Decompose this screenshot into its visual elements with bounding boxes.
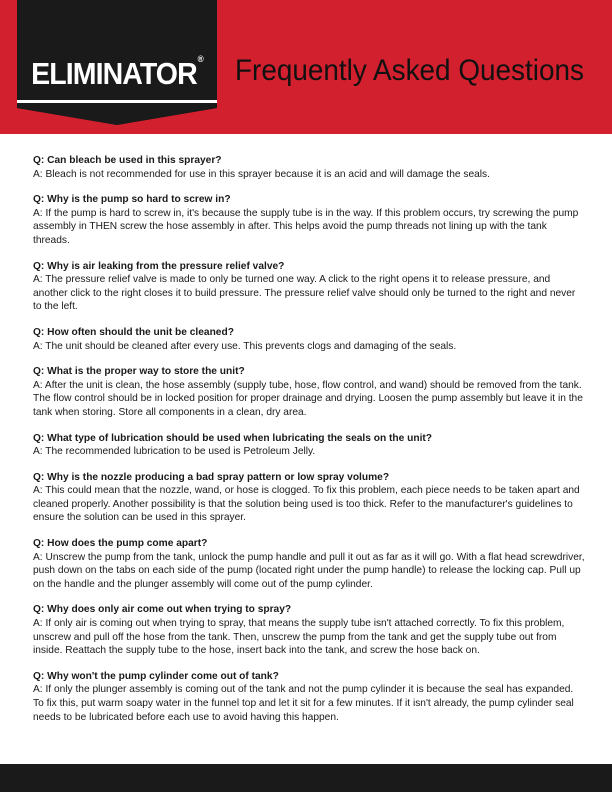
- faq-answer: A: Bleach is not recommended for use in this sprayer because it is an acid and will damage the seals.: [33, 168, 490, 180]
- faq-question: Q: What type of lubrication should be used when lubricating the seals on the unit?: [33, 432, 433, 444]
- header-banner: [0, 0, 612, 134]
- faq-answer: A: If only air is coming out when trying to spray, that means the supply tube isn't attached correctly. To fix this problem, unscrew and pull off the hose from the tank. Then, unscrew the pump from the tank and get the supply tube out from inside. Reattach the supply tube to the hose, insert back into the tank, and screw the hose back on.: [33, 618, 565, 657]
- faq-item: [33, 603, 585, 657]
- faq-item: [33, 365, 585, 419]
- faq-item: [33, 471, 585, 525]
- footer-bar: [0, 764, 612, 792]
- faq-item: [33, 154, 585, 181]
- faq-item: [33, 537, 585, 591]
- faq-question: Q: How does the pump come apart?: [33, 538, 208, 550]
- faq-answer: A: After the unit is clean, the hose assembly (supply tube, hose, flow control, and wand) should be removed from the tank. The flow control should be in locked position for proper drainage and drying. Loosen the pump assembly but leave it in the tank when storing. Store all components in a clean, dry area.: [33, 379, 583, 418]
- faq-question: Q: Why does only air come out when trying to spray?: [33, 604, 292, 616]
- registered-mark: ®: [197, 54, 203, 64]
- faq-question: Q: What is the proper way to store the unit?: [33, 366, 245, 378]
- faq-question: Q: Why is the nozzle producing a bad spray pattern or low spray volume?: [33, 471, 390, 483]
- faq-answer: A: The pressure relief valve is made to only be turned one way. A click to the right opens it to release pressure, and another click to the right closes it to build pressure. The pressure relief valve should only be turned to the right and never to the left.: [33, 274, 576, 313]
- faq-answer: A: The recommended lubrication to be used is Petroleum Jelly.: [33, 446, 316, 458]
- faq-item: [33, 326, 585, 353]
- page-title: Frequently Asked Questions: [235, 54, 584, 87]
- faq-item: [33, 260, 585, 314]
- faq-question: Q: Why won't the pump cylinder come out of tank?: [33, 670, 279, 682]
- logo-text: ELIMINATOR: [31, 56, 197, 91]
- logo-wordmark: [25, 56, 209, 92]
- brand-logo: [17, 0, 217, 125]
- faq-question: Q: Can bleach be used in this sprayer?: [33, 155, 222, 166]
- faq-answer: A: If the pump is hard to screw in, it's because the supply tube is in the way. If this problem occurs, try screwing the pump assembly in THEN screw the hose assembly in after. This helps avoid the pump threads not lining up with the tank threads.: [33, 207, 579, 246]
- faq-answer: A: Unscrew the pump from the tank, unlock the pump handle and pull it out as far as it will go. With a flat head screwdriver, push down on the tabs on each side of the pump (located right under the pump handle) to release the locking cap. Pull up on the handle and the plunger assembly will come out of the pump cylinder.: [33, 551, 585, 590]
- faq-list: [33, 154, 585, 736]
- faq-question: Q: Why is the pump so hard to screw in?: [33, 194, 231, 206]
- faq-item: [33, 432, 585, 459]
- faq-answer: A: The unit should be cleaned after every use. This prevents clogs and damaging of the seals.: [33, 340, 457, 352]
- faq-question: Q: How often should the unit be cleaned?: [33, 326, 234, 338]
- faq-item: [33, 193, 585, 247]
- faq-item: [33, 670, 585, 724]
- faq-question: Q: Why is air leaking from the pressure relief valve?: [33, 260, 285, 272]
- faq-answer: A: This could mean that the nozzle, wand, or hose is clogged. To fix this problem, each piece needs to be taken apart and cleaned properly. Another possibility is that the solution being used is too thick. Refer to the manufacturer's guidelines to ensure the solution can be used in this sprayer.: [33, 485, 580, 524]
- faq-answer: A: If only the plunger assembly is coming out of the tank and not the pump cylinder it is because the seal has expanded. To fix this, put warm soapy water in the funnel top and let it sit for a few minutes. If it isn't already, the pump cylinder seal needs to be lubricated before each use to avoid having this happen.: [33, 684, 574, 723]
